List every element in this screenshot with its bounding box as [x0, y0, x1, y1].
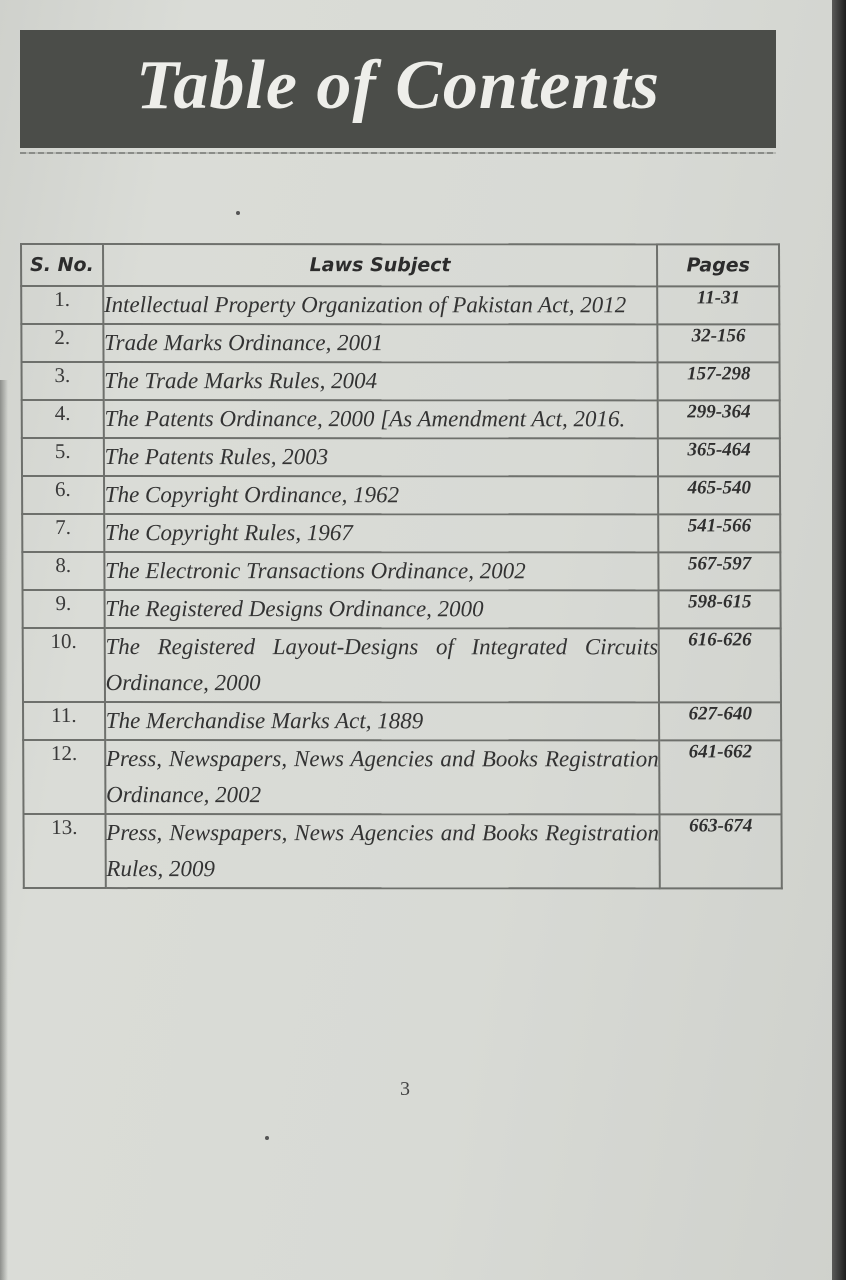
- title-banner: [20, 30, 776, 148]
- row-serial-number: 1.: [21, 286, 103, 324]
- ink-speck: [265, 1136, 269, 1140]
- row-serial-number: 13.: [23, 814, 105, 888]
- row-subject: Press, Newspapers, News Agencies and Books Registration Ordinance, 2002: [105, 740, 660, 814]
- page-title: Table of Contents: [136, 47, 660, 124]
- row-subject: The Merchandise Marks Act, 1889: [105, 702, 660, 740]
- row-serial-number: 4.: [22, 400, 104, 438]
- table-row: [22, 400, 780, 438]
- row-pages: 11-31: [658, 286, 780, 324]
- row-pages: 641-662: [660, 740, 782, 814]
- row-serial-number: 12.: [23, 740, 105, 814]
- title-divider: [20, 152, 776, 154]
- row-pages: 598-615: [659, 590, 781, 628]
- table-row: [22, 476, 780, 514]
- row-pages: 567-597: [659, 552, 781, 590]
- row-subject: The Copyright Rules, 1967: [104, 514, 659, 552]
- row-subject: Press, Newspapers, News Agencies and Books Registration Rules, 2009: [105, 814, 660, 888]
- row-serial-number: 10.: [23, 628, 105, 702]
- row-pages: 663-674: [660, 814, 782, 888]
- row-pages: 627-640: [659, 702, 781, 740]
- row-serial-number: 2.: [21, 324, 103, 362]
- row-serial-number: 6.: [22, 476, 104, 514]
- row-pages: 157-298: [658, 362, 780, 400]
- row-pages: 541-566: [659, 514, 781, 552]
- page-shadow-left: [0, 380, 8, 1280]
- row-serial-number: 5.: [22, 438, 104, 476]
- row-serial-number: 8.: [22, 552, 104, 590]
- row-subject: The Patents Rules, 2003: [104, 438, 659, 476]
- row-serial-number: 11.: [23, 702, 105, 740]
- table-row: [21, 286, 779, 324]
- row-subject: The Trade Marks Rules, 2004: [103, 362, 658, 400]
- table-row: [23, 740, 781, 814]
- table-row: [22, 438, 780, 476]
- row-subject: Intellectual Property Organization of Pakistan Act, 2012: [103, 286, 658, 324]
- page-number: 3: [400, 1078, 410, 1100]
- table-row: [23, 590, 781, 628]
- header-laws-subject: Laws Subject: [103, 244, 658, 286]
- row-serial-number: 7.: [22, 514, 104, 552]
- ink-speck: [236, 211, 240, 215]
- header-pages: Pages: [657, 244, 779, 286]
- row-pages: 299-364: [658, 400, 780, 438]
- table-row: [23, 628, 781, 702]
- table-row: [22, 362, 780, 400]
- row-subject: The Copyright Ordinance, 1962: [104, 476, 659, 514]
- table-row: [21, 324, 779, 362]
- row-serial-number: 3.: [22, 362, 104, 400]
- header-serial-number: S. No.: [21, 244, 103, 286]
- row-subject: Trade Marks Ordinance, 2001: [103, 324, 658, 362]
- row-subject: The Registered Layout-Designs of Integrated Circuits Ordinance, 2000: [104, 628, 659, 702]
- table-row: [22, 552, 780, 590]
- row-subject: The Electronic Transactions Ordinance, 2002: [104, 552, 659, 590]
- table-row: [23, 814, 781, 888]
- table-row: [22, 514, 780, 552]
- table-header-row: [21, 244, 779, 286]
- row-pages: 616-626: [659, 628, 781, 702]
- row-subject: The Patents Ordinance, 2000 [As Amendment Act, 2016.: [103, 400, 658, 438]
- row-pages: 365-464: [658, 438, 780, 476]
- row-subject: The Registered Designs Ordinance, 2000: [104, 590, 659, 628]
- contents-table: [20, 243, 783, 889]
- page-edge-right: [832, 0, 846, 1280]
- row-pages: 32-156: [658, 324, 780, 362]
- row-pages: 465-540: [658, 476, 780, 514]
- table-row: [23, 702, 781, 740]
- row-serial-number: 9.: [23, 590, 105, 628]
